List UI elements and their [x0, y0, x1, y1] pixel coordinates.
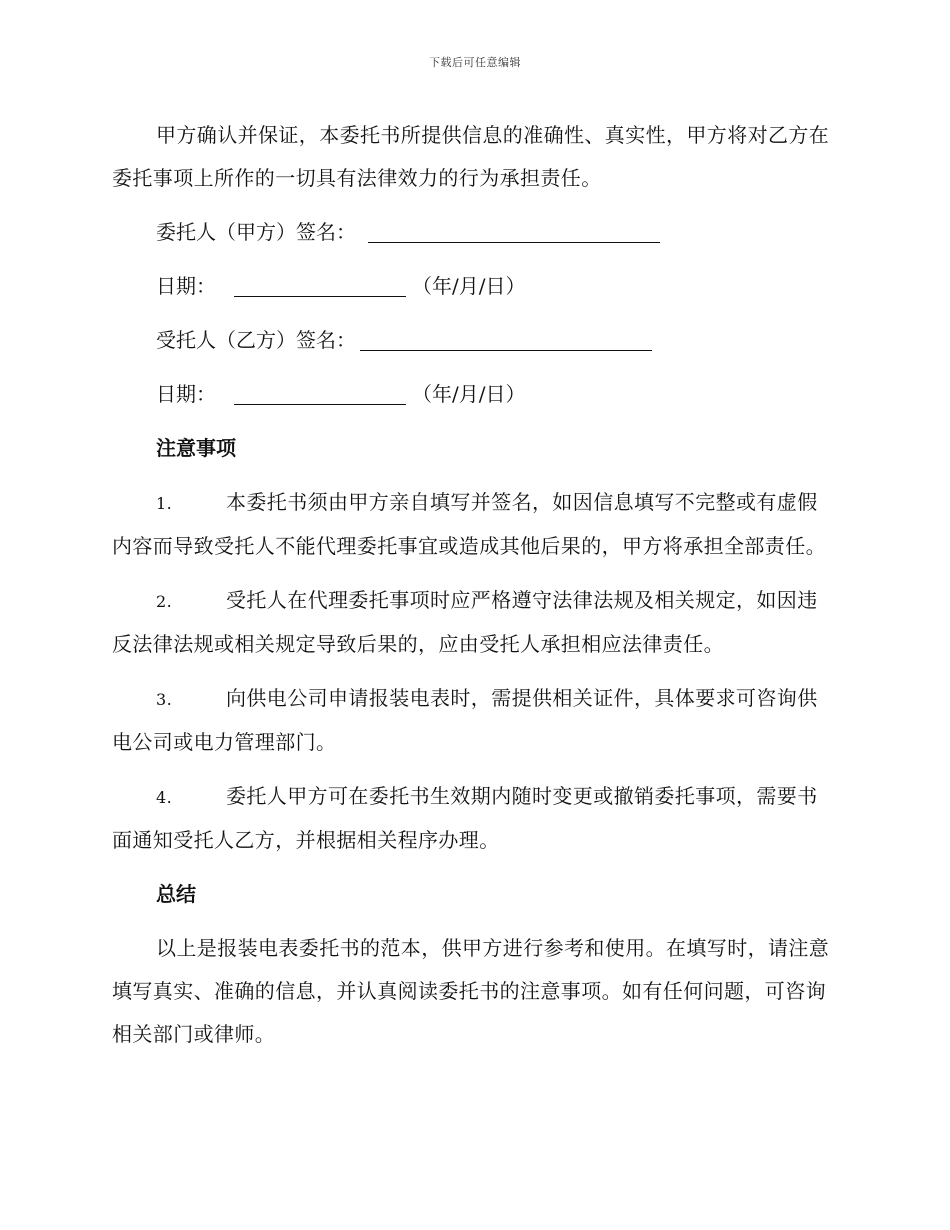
principal-date-label: 日期：: [156, 274, 216, 298]
note-text: 受托人在代理委托事项时应严格遵守法律法规及相关规定，如因违反法律法规或相关规定导致后果的，应由受托人承担相应法律责任。: [112, 588, 818, 656]
agent-signature-blank[interactable]: [360, 326, 652, 351]
note-item: [112, 579, 834, 666]
note-number: 3.: [156, 690, 173, 709]
principal-signature-line: [156, 211, 834, 254]
principal-date-format: （年/月/日）: [412, 274, 526, 298]
summary-heading: 总结: [156, 882, 196, 906]
agent-date-blank[interactable]: [234, 380, 406, 405]
note-number: 1.: [156, 494, 173, 513]
agent-signature-label: 受托人（乙方）签名：: [156, 328, 356, 352]
note-text: 向供电公司申请报装电表时，需提供相关证件，具体要求可咨询供电公司或电力管理部门。: [112, 686, 818, 754]
summary-paragraph: 以上是报装电表委托书的范本，供甲方进行参考和使用。在填写时，请注意填写真实、准确的信息，并认真阅读委托书的注意事项。如有任何问题，可咨询相关部门或律师。: [112, 936, 830, 1046]
principal-signature-blank[interactable]: [368, 218, 660, 243]
agent-date-label: 日期：: [156, 382, 216, 406]
header-note: 下载后可任意编辑: [429, 56, 521, 69]
note-text: 委托人甲方可在委托书生效期内随时变更或撤销委托事项，需要书面通知受托人乙方，并根据相关程序办理。: [112, 784, 818, 852]
note-item: [112, 775, 834, 862]
principal-signature-label: 委托人（甲方）签名：: [156, 220, 356, 244]
principal-date-line: [156, 265, 834, 308]
note-number: 4.: [156, 788, 173, 807]
principal-date-blank[interactable]: [234, 272, 406, 297]
note-item: [112, 481, 834, 568]
note-number: 2.: [156, 592, 173, 611]
agent-date-format: （年/月/日）: [412, 382, 526, 406]
intro-paragraph: 甲方确认并保证，本委托书所提供信息的准确性、真实性，甲方将对乙方在委托事项上所作的一切具有法律效力的行为承担责任。: [112, 123, 830, 190]
document-body: [112, 114, 834, 1067]
note-item: [112, 677, 834, 764]
notes-heading: 注意事项: [156, 436, 236, 460]
agent-signature-line: [156, 319, 834, 362]
note-text: 本委托书须由甲方亲自填写并签名，如因信息填写不完整或有虚假内容而导致受托人不能代理委托事宜或造成其他后果的，甲方将承担全部责任。: [112, 490, 826, 558]
agent-date-line: [156, 373, 834, 416]
